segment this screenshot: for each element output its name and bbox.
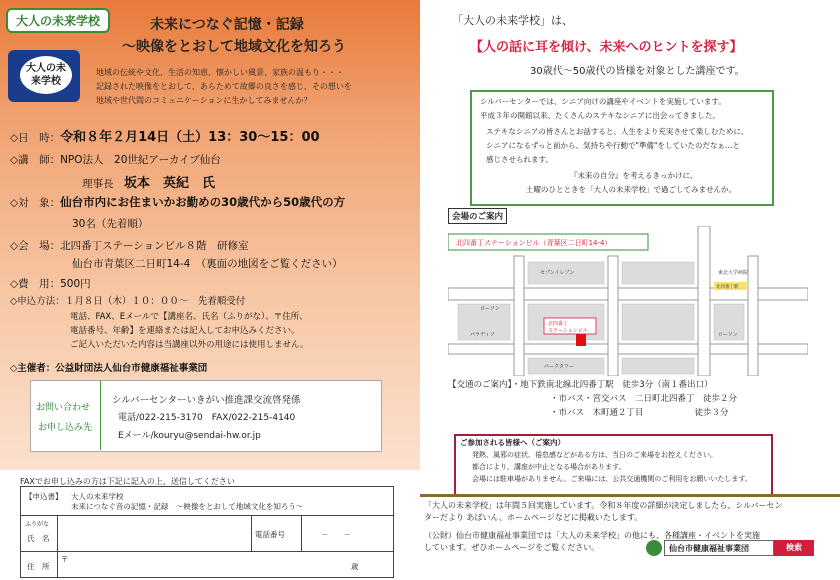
- form-phone-label: 電話番号: [255, 530, 285, 539]
- quote: 「大人の未来学校」は、: [452, 14, 573, 27]
- intro-line: 地域の伝統や文化、生活の知恵、懐かしい風景、家族の温もり・・・: [96, 68, 344, 77]
- contact-label: お申し込み先: [38, 423, 93, 433]
- capacity: 30名（先着順）: [72, 218, 149, 230]
- access-line: ・市バス 木町通２丁目 徒歩３分: [550, 408, 729, 418]
- fee-value: 500円: [60, 278, 91, 290]
- apply-line: ご記入いただいた内容は当講座以外の用途には使用しません。: [70, 340, 309, 350]
- access-line: 【交通のご案内】・地下鉄南北線北四番丁駅 徒歩3分（南１番出口）: [448, 380, 713, 390]
- message-line: シルバーセンターでは、シニア向けの講座やイベントを実施しています。: [480, 97, 726, 106]
- notice-title: ご参加される皆様へ（ご案内）: [460, 438, 565, 447]
- date-row: [10, 126, 320, 145]
- lecturer-role: 理事長: [82, 178, 114, 190]
- form-name-label: 氏 名: [27, 534, 50, 543]
- fee-row: [10, 276, 91, 291]
- lecturer-name-row: [82, 172, 215, 191]
- apply-row: [10, 293, 245, 307]
- svg-text:北四番丁: 北四番丁: [548, 321, 569, 327]
- message-line: 土曜のひとときを「大人の未来学校」で過ごしてみませんか。: [526, 185, 736, 194]
- apply-label: ◇申込方法：: [10, 296, 65, 307]
- intro-line: 地域や世代間のコミュニケーションに生かしてみませんか？: [96, 96, 312, 105]
- intro-text: [96, 66, 406, 108]
- message-line: シニアになるずっと前から、気持ちや行動で"準備"をしていたのだなぁ…と: [486, 141, 740, 150]
- svg-text:ローソン: ローソン: [480, 306, 500, 312]
- org-logo-icon: [646, 540, 662, 556]
- access-line: ・市バス・宮交バス 二日町北四番丁 徒歩２分: [550, 394, 738, 404]
- message-line: 感じさせられます。: [486, 155, 553, 164]
- apply-line: 電話、FAX、Eメールで【講座名、氏名（ふりがな）、〒住所、: [70, 312, 308, 322]
- svg-text:ローソン: ローソン: [718, 332, 738, 338]
- lecturer-label: ◇講 師：: [10, 154, 61, 166]
- footer-line: しています。ぜひホームページをご覧ください。: [424, 543, 600, 552]
- age-field[interactable]: 歳: [351, 562, 359, 571]
- message-line: ステキなシニアの皆さんとお話すると、人生をより充実させて楽しむために、: [486, 127, 749, 136]
- fee-label: ◇費 用：: [10, 278, 61, 290]
- application-form: [20, 486, 394, 578]
- subhead: 30歳代～50歳代の皆様を対象とした講座です。: [530, 66, 745, 77]
- form-furigana: ふりがな: [25, 521, 50, 528]
- page-title: 未来につなぐ記憶・記録: [150, 17, 304, 33]
- fax-heading: FAXでお申し込みの方は下記に記入の上、送信してください: [20, 477, 235, 486]
- venue-address: 仙台市青葉区二日町14-4 （裏面の地図をご覧ください）: [72, 258, 343, 270]
- contact-label-box: [30, 380, 101, 450]
- intro-line: 記録された映像をとおして、あらためて故郷の良さを感じ、その想いを: [96, 82, 352, 91]
- page-subtitle: ～映像をとおして地域文化を知ろう: [122, 39, 346, 55]
- name-field[interactable]: [59, 517, 249, 549]
- venue-map: [448, 226, 808, 376]
- organizer: ◇主催者：公益財団法人仙台市健康福祉事業団: [10, 363, 208, 374]
- date-label: ◇日 時：: [10, 132, 61, 144]
- badge: 大人の未来学校: [20, 56, 72, 94]
- map-title: 会場のご案内: [448, 208, 507, 224]
- contact-phone: 電話/022-215-3170 FAX/022-215-4140: [118, 413, 296, 423]
- form-title: 大人の未来学校: [71, 492, 124, 501]
- svg-text:パラディソ: パラディソ: [470, 332, 495, 338]
- venue-row: [10, 238, 248, 253]
- svg-text:東北大学病院: 東北大学病院: [718, 270, 749, 276]
- notice-line: 会場には駐車場がありません。ご来場には、公共交通機関のご利用をお願いいたします。: [472, 475, 752, 483]
- search-button[interactable]: 検索: [774, 540, 814, 556]
- notice-line: 発熱、風邪の症状、倦怠感などがある方は、当日のご来場をお控えください。: [472, 451, 717, 459]
- message-line: 『未来の自分』を考えるきっかけに、: [570, 171, 698, 180]
- date-value: 令和８年２月14日（土）13：30～15：00: [60, 130, 320, 145]
- target-value: 仙台市内にお住まいかお勤めの30歳代から50歳代の方: [60, 195, 346, 209]
- lecturer-name: 坂本 英紀 氏: [124, 176, 216, 191]
- contact-label: お問い合わせ: [36, 403, 91, 413]
- form-title: 未来につなぐ音の記憶・記録 ～映像をとおして地域文化を知ろう～: [71, 502, 304, 511]
- contact-email[interactable]: Eメール/kouryu@sendai-hw.or.jp: [118, 431, 261, 441]
- svg-text:北四番丁駅: 北四番丁駅: [716, 285, 739, 290]
- apply-line: １月８日（木）１０：００～ 先着順受付: [64, 296, 246, 307]
- search-input[interactable]: 仙台市健康福祉事業団: [664, 540, 774, 556]
- footer-line: （公財）仙台市健康福祉事業団では「大人の未来学校」の他にも、各種講座・イベントを実施: [424, 531, 760, 540]
- notice-line: 都合により、講座が中止となる場合があります。: [472, 463, 626, 471]
- address-field[interactable]: 〒: [61, 555, 69, 564]
- venue-name: 北四番丁ステーションビル８階 研修室: [60, 240, 249, 252]
- venue-marker: [576, 334, 586, 346]
- target-row: [10, 194, 345, 210]
- apply-line: 電話番号、年齢】を連絡または記入してお申込みください。: [70, 326, 300, 336]
- form-address-label: 住 所: [27, 562, 50, 571]
- logo: 大人の未来学校: [6, 8, 110, 33]
- form-tag: 【申込書】: [25, 492, 63, 501]
- map-building-label: 北四番丁ステーションビル（青葉区二日町14-4）: [456, 239, 612, 247]
- divider: [420, 494, 840, 497]
- target-label: ◇対 象：: [10, 197, 61, 209]
- phone-field[interactable]: － －: [321, 530, 351, 539]
- footer-line: 「大人の未来学校」は年間５回実施しています。令和８年度の詳細が決定しましたら、シルバーセン: [424, 501, 783, 510]
- svg-text:ステーションビル: ステーションビル: [548, 328, 588, 334]
- message-line: 平成３年の開館以来、たくさんのステキなシニアに出会ってきました。: [480, 111, 720, 120]
- lecturer-org: NPO法人 20世紀アーカイブ仙台: [60, 154, 221, 166]
- svg-text:パークタワー: パークタワー: [544, 364, 574, 370]
- venue-label: ◇会 場：: [10, 240, 61, 252]
- headline: 【人の話に耳を傾け、未来へのヒントを探す】: [470, 40, 743, 55]
- lecturer-row: [10, 152, 221, 167]
- svg-text:セブンイレブン: セブンイレブン: [540, 270, 575, 276]
- contact-org: シルバーセンターいきがい推進課交流啓発係: [112, 395, 301, 406]
- footer-line: ターだより あばいん、ホームページなどに掲載いたします。: [424, 513, 643, 522]
